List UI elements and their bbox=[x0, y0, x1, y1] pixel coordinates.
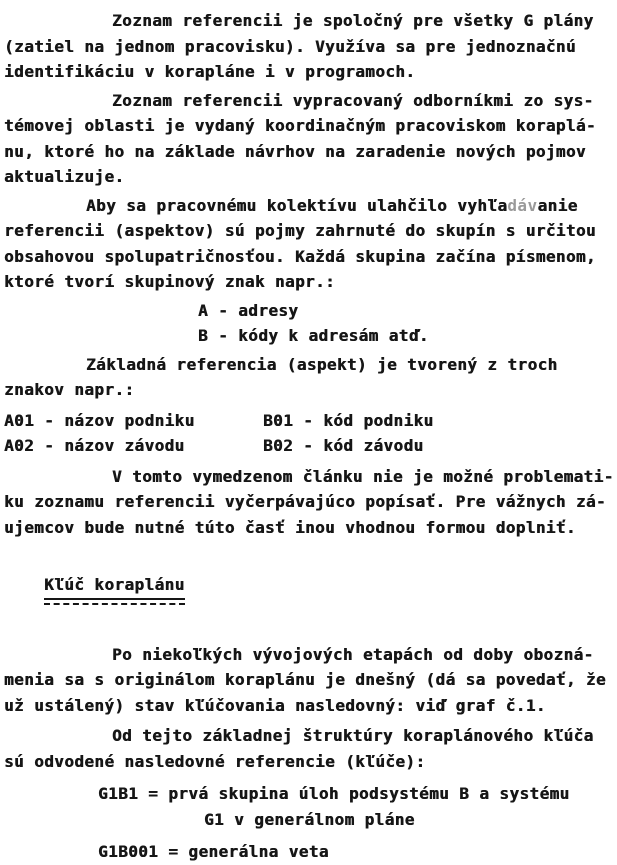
paragraph-derived-references bbox=[4, 723, 617, 774]
text-line: menia sa s originálom koraplánu je dnešný (dá sa povedať, že bbox=[4, 670, 606, 689]
table-row bbox=[4, 433, 617, 459]
text-line bbox=[4, 193, 617, 219]
list-item: B - kódy k adresám atď. bbox=[198, 326, 429, 345]
paragraph-scope bbox=[4, 464, 617, 541]
text-line: ku zoznamu referencii vyčerpávajúco popísať. Pre vážnych zá- bbox=[4, 492, 606, 511]
heading-text: Kľúč koraplánu bbox=[44, 572, 184, 601]
text-line: Od tejto základnej štruktúry koraplánového kľúča bbox=[112, 726, 594, 745]
text-line: Zoznam referencii je spoločný pre všetky G plány bbox=[112, 11, 594, 30]
table-row bbox=[4, 408, 617, 434]
text-line: obsahovou spolupatričnosťou. Každá skupina začína písmenom, bbox=[4, 246, 596, 266]
paragraph-groups bbox=[4, 193, 617, 295]
table-cell: A02 - názov závodu bbox=[4, 436, 185, 455]
text-segment: Aby sa pracovnému kolektívu ulahčilo vyhľa bbox=[86, 195, 508, 215]
section-heading bbox=[4, 546, 617, 631]
paragraph-intro bbox=[4, 8, 617, 85]
text-line: už ustálený) stav kľúčovania nasledovný: viď graf č.1. bbox=[4, 695, 546, 715]
text-line: Po niekoľkých vývojových etapách od doby obozná- bbox=[112, 644, 594, 664]
text-line: ktoré tvorí skupinový znak napr.: bbox=[4, 272, 336, 291]
text-line: (zatiel na jednom pracovisku). Využíva sa pre jednoznačnú bbox=[4, 36, 576, 56]
text-line: identifikáciu v korapláne i v programoch. bbox=[4, 62, 416, 81]
definition-g1b1 bbox=[4, 781, 617, 832]
heading-dashed-underline bbox=[44, 572, 184, 606]
paragraph-stages bbox=[4, 642, 617, 719]
faded-text-segment: dáv bbox=[507, 195, 538, 215]
table-cell: B01 - kód podniku bbox=[263, 410, 434, 430]
definition-continuation-line: G1 v generálnom pláne bbox=[204, 809, 415, 829]
definition-g1b001 bbox=[4, 839, 617, 865]
text-line: ujemcov bude nutné túto časť inou vhodnou formou doplniť. bbox=[4, 517, 576, 537]
text-segment: anie bbox=[537, 195, 578, 215]
definition-line: G1B001 = generálna veta bbox=[98, 842, 329, 861]
list-item: A - adresy bbox=[198, 300, 299, 320]
reference-examples-table bbox=[4, 408, 617, 459]
text-line: znakov napr.: bbox=[4, 380, 135, 399]
text-line: Zoznam referencii vypracovaný odborníkmi zo sys- bbox=[112, 90, 594, 110]
text-line: V tomto vymedzenom článku nie je možné problemati- bbox=[112, 466, 614, 486]
text-line: aktualizuje. bbox=[4, 167, 125, 186]
text-line: referencii (aspektov) sú pojmy zahrnuté do skupín s určitou bbox=[4, 221, 596, 240]
text-line: témovej oblasti je vydaný koordinačným pracoviskom koraplá- bbox=[4, 116, 596, 135]
group-letter-list bbox=[4, 298, 617, 349]
paragraph-basic-reference bbox=[4, 352, 617, 403]
text-line: Základná referencia (aspekt) je tvorený z troch bbox=[86, 354, 558, 374]
paragraph-issued-by bbox=[4, 88, 617, 190]
text-line: sú odvodené nasledovné referencie (kľúče): bbox=[4, 751, 426, 771]
text-line: nu, ktoré ho na základe návrhov na zaradenie nových pojmov bbox=[4, 141, 586, 161]
table-cell: B02 - kód závodu bbox=[263, 436, 424, 455]
table-cell: A01 - názov podniku bbox=[4, 410, 195, 430]
definition-line: G1B1 = prvá skupina úloh podsystému B a systému bbox=[98, 784, 570, 803]
